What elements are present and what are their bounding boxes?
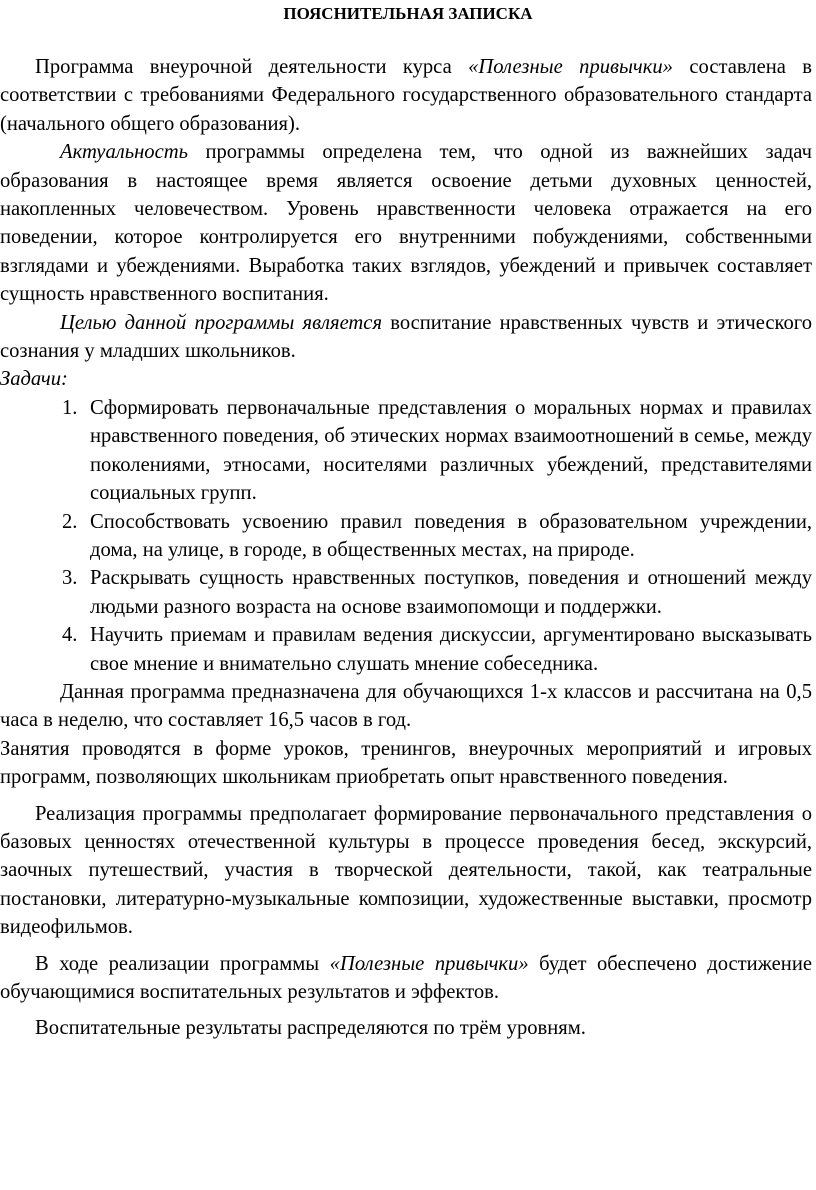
- list-item: [0, 621, 812, 678]
- goal-lead: Целью данной программы является: [60, 311, 383, 334]
- paragraph-implementation: Реализация программы предполагает формирование первоначального представления о базовых ценностях отечественной культуры в процессе проведения бесед, экскурсий, заочных путешествий, участия в творческой деятельности, такой, как театральные постановки, литературно-музыкальные композиции, художественные выставки, просмотр видеофильмов.: [0, 802, 812, 939]
- paragraph-levels: Воспитательные результаты распределяются по трём уровням.: [35, 1017, 586, 1040]
- intro-text-end: составлена в соответствии с требованиями Федерального государственного образовательного стандарта (начального общего образования).: [0, 56, 812, 135]
- paragraph-relevance: [0, 138, 812, 308]
- relevance-text: программы определена тем, что одной из важнейших задач образования в настоящее время является освоение детьми духовных ценностей, накопленных человечеством. Уровень нравственности человека отражается на его поведении, которое контролируется его внутренними побуждениями, собственными взглядами и убеждениями. Выработка таких взглядов, убеждений и привычек составляет сущность нравственного воспитания.: [0, 141, 812, 306]
- paragraph-audience: Данная программа предназначена для обучающихся 1-х классов и рассчитана на 0,5 часа в неделю, что составляет 16,5 часов в год.: [0, 680, 812, 732]
- list-item-number: 3.: [62, 567, 78, 590]
- list-item-text: Сформировать первоначальные представления о моральных нормах и правилах нравственного поведения, об этических нормах взаимоотношений в семье, между поколениями, этносами, носителями различных убеждений, представителями социальных групп.: [90, 396, 812, 505]
- document-title: ПОЯСНИТЕЛЬНАЯ ЗАПИСКА: [283, 4, 533, 23]
- paragraph-goal: [0, 309, 812, 366]
- course-name: «Полезные привычки»: [329, 952, 529, 975]
- tasks-label: Задачи:: [0, 368, 68, 391]
- list-item-text: Способствовать усвоению правил поведения в образовательном учреждении, дома, на улице, в городе, в общественных местах, на природе.: [90, 510, 812, 561]
- list-item-text: Раскрывать сущность нравственных поступков, поведения и отношений между людьми разного возраста на основе взаимопомощи и поддержки.: [90, 567, 812, 618]
- paragraph-forms: Занятия проводятся в форме уроков, тренингов, внеурочных мероприятий и игровых программ, позволяющих школьникам приобретать опыт нравственного поведения.: [0, 737, 812, 789]
- list-item-number: 1.: [62, 396, 78, 419]
- list-item: [0, 394, 812, 508]
- list-item-number: 2.: [62, 510, 78, 533]
- paragraph-program-intro: [0, 53, 812, 138]
- results-text-start: В ходе реализации программы: [35, 952, 330, 975]
- goal-text: воспитание нравственных чувств и этического сознания у младших школьников.: [0, 311, 813, 363]
- results-text-end: будет обеспечено достижение обучающимися воспитательных результатов и эффектов.: [0, 952, 812, 1003]
- intro-text-start: Программа внеурочной деятельности курса: [35, 56, 469, 78]
- tasks-heading: [0, 365, 812, 393]
- list-item-text: Научить приемам и правилам ведения дискуссии, аргументировано высказывать свое мнение и внимательно слушать мнение собеседника.: [90, 624, 812, 675]
- paragraph-results: [0, 950, 812, 1007]
- list-item-number: 4.: [62, 624, 78, 647]
- relevance-lead: Актуальность: [60, 141, 188, 164]
- tasks-list: [0, 394, 812, 678]
- list-item: [0, 564, 812, 621]
- document-body: [0, 53, 812, 1043]
- course-name: «Полезные привычки»: [468, 56, 673, 78]
- list-item: [0, 508, 812, 565]
